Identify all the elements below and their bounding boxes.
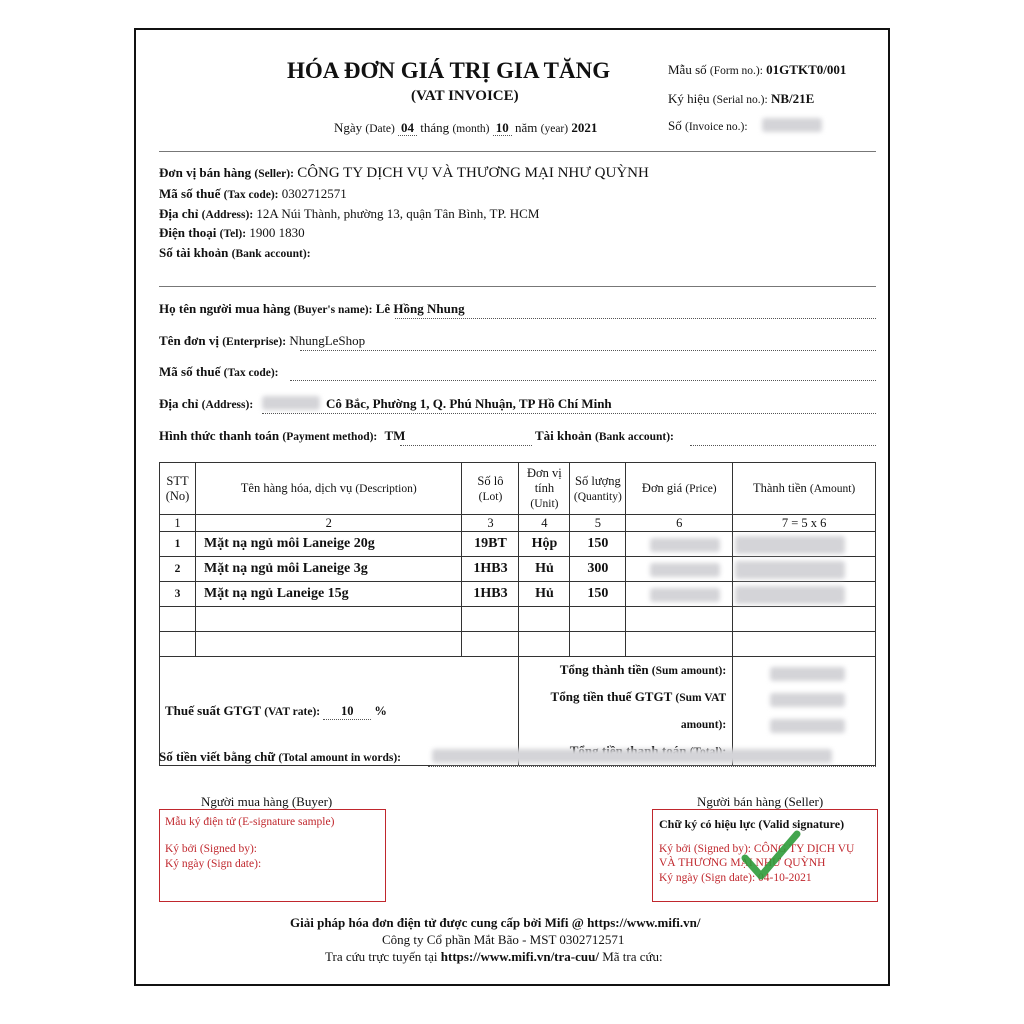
seller-tax-row: Mã số thuế (Tax code): 0302712571 <box>159 186 347 201</box>
redacted-value <box>650 563 720 577</box>
row-desc: Mặt nạ ngủ môi Laneige 20g <box>195 532 462 557</box>
buyer-address-row: Địa chỉ (Address): <box>159 396 254 411</box>
footer-company: Công ty Cổ phần Mắt Bão - MST 0302712571 <box>382 932 625 947</box>
seller-signature-title: Người bán hàng (Seller) <box>697 794 824 809</box>
amount-in-words-row: Số tiền viết bằng chữ (Total amount in words): <box>159 749 401 764</box>
invoice-number: Số (Invoice no.): <box>668 118 748 133</box>
redacted-value <box>650 538 720 552</box>
col-number: 2 <box>195 515 462 532</box>
checkmark-icon <box>741 828 801 884</box>
buyer-account-row: Tài khoản (Bank account): <box>535 428 674 443</box>
redacted-value <box>770 667 845 681</box>
buyer-enterprise-row: Tên đơn vị (Enterprise): NhungLeShop <box>159 333 366 348</box>
column-number-row <box>160 515 876 532</box>
footer-lookup: Tra cứu trực tuyến tại https://www.mifi.vn/tra-cuu/ Mã tra cứu: <box>325 949 663 964</box>
col-header-lot: Số lô (Lot) <box>462 463 519 515</box>
row-desc: Mặt nạ ngủ Laneige 15g <box>195 582 462 607</box>
redacted-value <box>735 586 845 604</box>
col-number: 6 <box>626 515 733 532</box>
row-unit: Hủ <box>519 582 570 607</box>
lookup-link[interactable]: https://www.mifi.vn/tra-cuu/ <box>440 949 599 964</box>
row-lot: 1HB3 <box>462 582 519 607</box>
seller-signed-by-company: VÀ THƯƠNG MẠI NHƯ QUỲNH <box>659 857 826 869</box>
row-lot: 1HB3 <box>462 557 519 582</box>
buyer-tax-row: Mã số thuế (Tax code): <box>159 364 279 379</box>
seller-signature-box <box>652 809 878 902</box>
divider <box>159 151 876 152</box>
buyer-signature-sample: Mẫu ký điện tử (E-signature sample) <box>165 816 335 828</box>
seller-valid-signature: Chữ ký có hiệu lực (Valid signature) <box>659 817 845 831</box>
items-table <box>159 462 876 766</box>
totals-labels: Tổng thành tiền (Sum amount): Tổng tiền thuế GTGT (Sum VAT amount): <box>519 657 733 766</box>
row-no: 1 <box>160 532 196 557</box>
redacted-value <box>770 719 845 733</box>
seller-phone-row: Điện thoại (Tel): 1900 1830 <box>159 225 305 240</box>
col-header-unit: Đơn vị tính (Unit) <box>519 463 570 515</box>
row-unit: Hộp <box>519 532 570 557</box>
row-no: 2 <box>160 557 196 582</box>
col-header-amount: Thành tiền (Amount) <box>733 463 876 515</box>
row-no: 3 <box>160 582 196 607</box>
invoice-number-redacted <box>762 118 822 132</box>
amount-in-words-redacted <box>432 749 832 763</box>
redacted-value <box>770 693 845 707</box>
col-header-qty: Số lượng (Quantity) <box>570 463 626 515</box>
col-number: 5 <box>570 515 626 532</box>
redacted-value <box>650 588 720 602</box>
seller-signed-by: Ký bởi (Signed by): CÔNG TY DỊCH VỤ <box>659 843 855 855</box>
form-number: Mẫu số (Form no.): 01GTKT0/001 <box>668 62 847 77</box>
col-header-stt: STT (No) <box>160 463 196 515</box>
invoice-date: Ngày (Date) 04 tháng (month) 10 năm (year) 2021 <box>334 120 598 135</box>
row-qty: 300 <box>570 557 626 582</box>
col-header-price: Đơn giá (Price) <box>626 463 733 515</box>
seller-name-row: Đơn vị bán hàng (Seller): CÔNG TY DỊCH VỤ VÀ THƯƠNG MẠI NHƯ QUỲNH <box>159 165 649 181</box>
divider <box>159 286 876 287</box>
dotted-line <box>290 380 876 381</box>
buyer-sign-date: Ký ngày (Sign date): <box>165 858 262 870</box>
buyer-address-redacted <box>262 396 320 410</box>
buyer-signature-box <box>159 809 386 902</box>
dotted-line <box>690 445 876 446</box>
redacted-value <box>735 536 845 554</box>
seller-address-row: Địa chỉ (Address): 12A Núi Thành, phường 13, quận Tân Bình, TP. HCM <box>159 206 540 221</box>
vat-rate-cell: Thuế suất GTGT (VAT rate): 10 % <box>160 657 519 766</box>
table-header-row <box>160 463 876 515</box>
buyer-signature-title: Người mua hàng (Buyer) <box>201 794 333 809</box>
dotted-line <box>400 445 532 446</box>
col-number: 4 <box>519 515 570 532</box>
serial-number: Ký hiệu (Serial no.): NB/21E <box>668 91 815 106</box>
footer-provider: Giải pháp hóa đơn điện tử được cung cấp bởi Mifi @ https://www.mifi.vn/ <box>290 915 701 930</box>
col-number: 7 = 5 x 6 <box>733 515 876 532</box>
dotted-line <box>300 350 876 351</box>
table-row-empty <box>160 632 876 657</box>
col-header-desc: Tên hàng hóa, dịch vụ (Description) <box>195 463 462 515</box>
col-number: 3 <box>462 515 519 532</box>
row-qty: 150 <box>570 532 626 557</box>
dotted-line <box>428 766 876 767</box>
dotted-line <box>262 413 876 414</box>
payment-method-row: Hình thức thanh toán (Payment method): TM <box>159 428 406 443</box>
col-number: 1 <box>160 515 196 532</box>
row-qty: 150 <box>570 582 626 607</box>
table-row-empty <box>160 607 876 632</box>
row-unit: Hủ <box>519 557 570 582</box>
buyer-name-row: Họ tên người mua hàng (Buyer's name): Lê Hồng Nhung <box>159 301 465 316</box>
seller-bank-row: Số tài khoản (Bank account): <box>159 245 311 260</box>
invoice-title: HÓA ĐƠN GIÁ TRỊ GIA TĂNG <box>287 58 611 83</box>
buyer-address-value: Cô Bắc, Phường 1, Q. Phú Nhuận, TP Hồ Chí Minh <box>326 396 612 411</box>
invoice-subtitle: (VAT INVOICE) <box>411 88 519 104</box>
seller-sign-date: Ký ngày (Sign date): 04-10-2021 <box>659 872 812 884</box>
row-desc: Mặt nạ ngủ môi Laneige 3g <box>195 557 462 582</box>
dotted-line <box>395 318 876 319</box>
redacted-value <box>735 561 845 579</box>
buyer-signed-by: Ký bởi (Signed by): <box>165 843 258 855</box>
row-lot: 19BT <box>462 532 519 557</box>
